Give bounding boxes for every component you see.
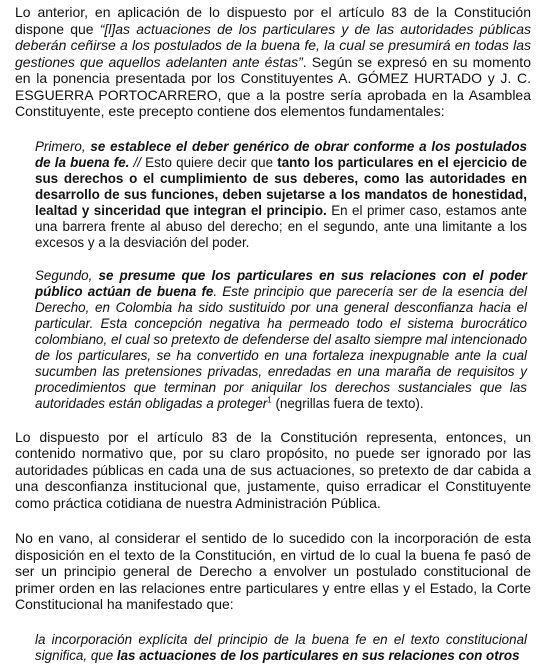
paragraph-intro-continuation: . Según se expresó en su momento en la ponencia presentada por los Constituyentes A. GÓMEZ HURTADO y J. C. ESGUERRA PORTOCARRERO, que a la postre sería aprobada en la Asamblea Constituyente, este precepto contiene dos elementos fundamentales: <box>15 53 531 119</box>
paragraph-intro-text: Lo anterior, en aplicación de lo dispuesto por el artículo 83 de la Constitución dispone que <box>15 4 531 37</box>
quote-second-tail: (negrillas fuera de texto). <box>271 395 424 411</box>
footnote-reference[interactable]: 1 <box>267 395 272 405</box>
paragraph-article-83: Lo dispuesto por el artículo 83 de la Constitución representa, entonces, un contenido normativo que, por su claro propósito, no puede ser ignorado por las autoridades públicas en cada una de sus actuaciones, so pretexto de dar cabida a una desconfianza institucional que, justamente, quiso erradicar el Constituyente como práctica cotidiana de nuestra Administración Pública. <box>15 428 531 511</box>
quote-first-lead: Primero, <box>35 138 91 154</box>
quote-first-bold-text: tanto los particulares en el ejercicio de sus derechos o el cumplimiento de sus deberes, como las autoridades en desarrollo de sus funciones, deben sujetarse a los mandatos de honestidad, lealtad y sinceridad que integran el principio. <box>35 154 528 218</box>
quote-second-lead: Segundo, <box>35 267 99 283</box>
quote-first-separator: // <box>129 154 141 170</box>
quote-first-bold-heading: se establece el deber genérico de obrar conforme a los postulados de la buena fe. <box>35 138 527 170</box>
block-quote-second <box>35 268 527 412</box>
constitution-article-83-quote: “[l]as actuaciones de los particulares y de las autoridades públicas deberán ceñirse a los postulados de la buena fe, la cual se presumirá en todas las gestiones que aquellos adelanten ante éstas” <box>15 20 531 70</box>
quote-first-tail: En el primer caso, estamos ante una barrera frente al abuso del derecho; en el segundo, ante una limitante a los excesos y a la desviación del poder. <box>35 202 527 250</box>
quote-first-text: Esto quiere decir que <box>141 154 278 170</box>
quote-third-text: la incorporación explícita del principio de la buena fe en el texto constitucional significa, que <box>35 631 527 663</box>
quote-second-text: . Este principio que parecería ser de la esencia del Derecho, en Colombia ha sido sustituido por una general desconfianza hacia el particular. Esta concepción negativa ha permeado todo el sistema burocrático colombiano, el cual so pretexto de defenderse del asalto siempre mal intencionado de los particulares, se ha convertido en una fortaleza inexpugnable ante la cual sucumben las pretensiones privadas, enredadas en una maraña de requisitos y procedimientos que terminan por aniquilar los derechos sustanciales que las autoridades están obligadas a proteger <box>35 283 527 411</box>
block-quote-third <box>35 632 527 664</box>
paragraph-corte-constitucional: No en vano, al considerar el sentido de lo sucedido con la incorporación de esta disposición en el texto de la Constitución, en virtud de lo cual la buena fe pasó de ser un principio general de Derecho a envolver un postulado constitucional de primer orden en las relaciones entre particulares y entre ellas y el Estado, la Corte Constitucional ha manifestado que: <box>15 530 531 612</box>
block-quote-first <box>35 139 527 251</box>
quote-second-bold-heading: se presume que los particulares en sus relaciones con el poder público actúan de buena fe <box>35 267 527 299</box>
paragraph-intro <box>15 4 531 120</box>
quote-third-bold-text: las actuaciones de los particulares en sus relaciones con otros <box>116 647 520 663</box>
